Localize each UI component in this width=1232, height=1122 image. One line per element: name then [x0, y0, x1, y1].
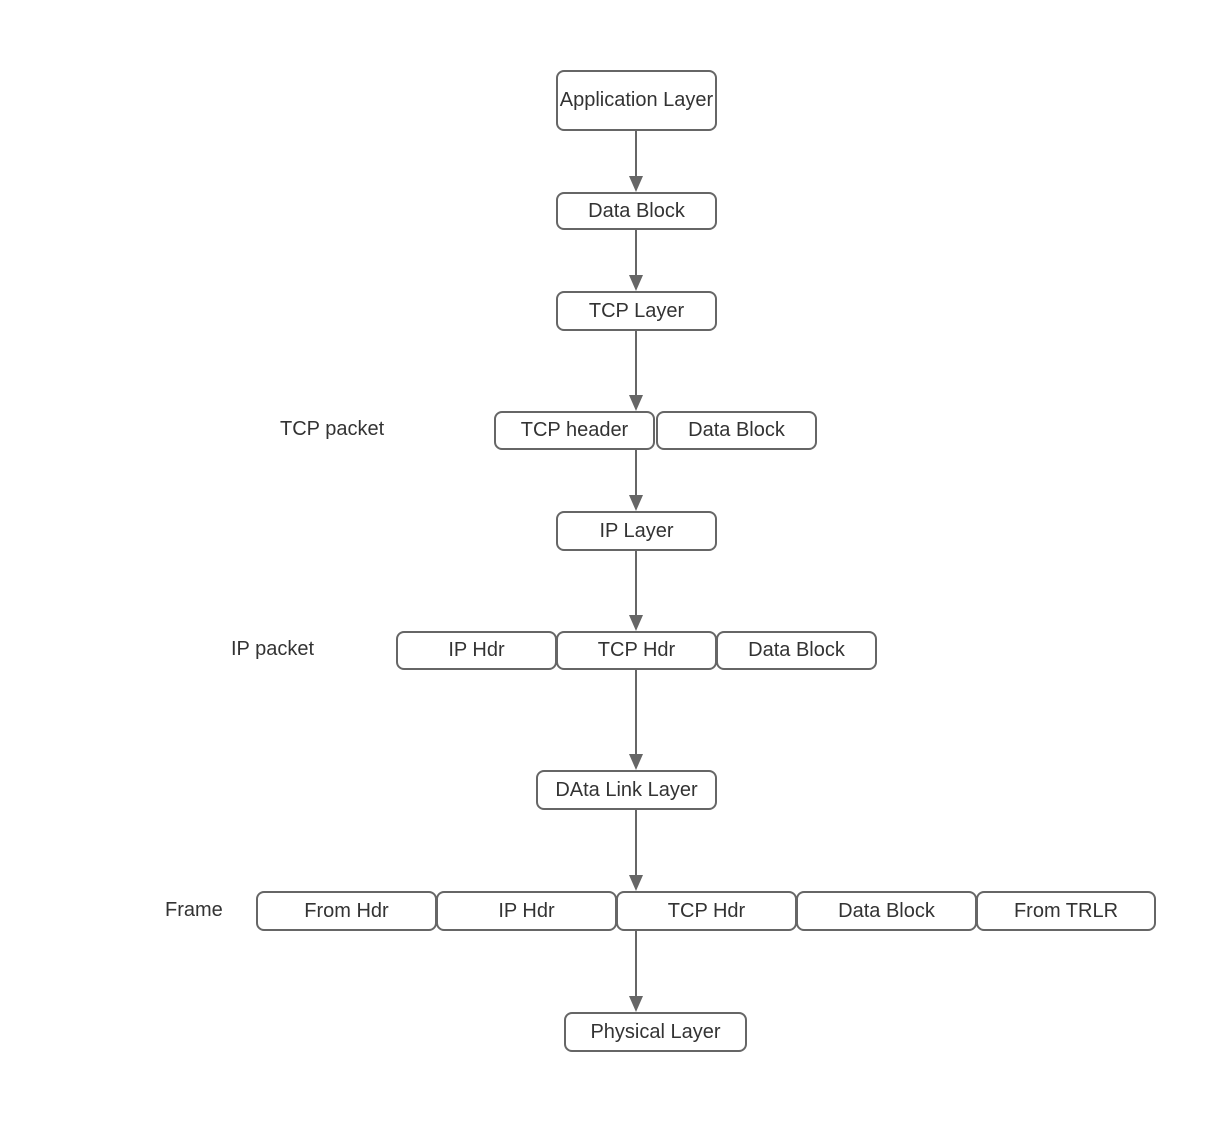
- flow-arrow-frame-to-physical: [628, 931, 644, 1012]
- arrow-line: [635, 331, 637, 398]
- node-tcp-header: TCP header: [494, 411, 655, 450]
- arrow-line: [635, 230, 637, 278]
- arrowhead-down-icon: [629, 176, 643, 192]
- node-ip-packet-tcp-hdr: TCP Hdr: [556, 631, 717, 670]
- label-tcp-packet: TCP packet: [280, 418, 385, 440]
- flow-arrow-datablock-to-tcplayer: [628, 230, 644, 291]
- flow-arrow-iplayer-to-ippacket: [628, 551, 644, 631]
- node-data-link-layer: DAta Link Layer: [536, 770, 717, 810]
- flow-arrow-ippacket-to-datalink: [628, 670, 644, 770]
- label-ip-packet: IP packet: [231, 638, 315, 660]
- label-frame: Frame: [165, 899, 223, 921]
- node-tcp-layer: TCP Layer: [556, 291, 717, 331]
- node-data-block-top: Data Block: [556, 192, 717, 230]
- node-tcp-packet-data-block: Data Block: [656, 411, 817, 450]
- node-ip-packet-ip-hdr: IP Hdr: [396, 631, 557, 670]
- node-frame-tcp-hdr: TCP Hdr: [616, 891, 797, 931]
- arrowhead-down-icon: [629, 875, 643, 891]
- arrowhead-down-icon: [629, 615, 643, 631]
- arrowhead-down-icon: [629, 495, 643, 511]
- arrowhead-down-icon: [629, 275, 643, 291]
- arrow-line: [635, 450, 637, 498]
- node-frame-from-trlr: From TRLR: [976, 891, 1156, 931]
- flow-arrow-tcplayer-to-tcppacket: [628, 331, 644, 411]
- flow-arrow-app-to-datablock: [628, 131, 644, 192]
- node-application-layer: Application Layer: [556, 70, 717, 131]
- arrow-line: [635, 131, 637, 179]
- arrow-line: [635, 670, 637, 757]
- arrow-line: [635, 810, 637, 878]
- node-frame-data-block: Data Block: [796, 891, 977, 931]
- node-frame-ip-hdr: IP Hdr: [436, 891, 617, 931]
- arrow-line: [635, 551, 637, 618]
- node-physical-layer: Physical Layer: [564, 1012, 747, 1052]
- arrowhead-down-icon: [629, 395, 643, 411]
- node-ip-layer: IP Layer: [556, 511, 717, 551]
- flow-arrow-tcppacket-to-iplayer: [628, 450, 644, 511]
- arrowhead-down-icon: [629, 996, 643, 1012]
- node-frame-from-hdr: From Hdr: [256, 891, 437, 931]
- flow-arrow-datalink-to-frame: [628, 810, 644, 891]
- node-ip-packet-data-block: Data Block: [716, 631, 877, 670]
- arrow-line: [635, 931, 637, 999]
- arrowhead-down-icon: [629, 754, 643, 770]
